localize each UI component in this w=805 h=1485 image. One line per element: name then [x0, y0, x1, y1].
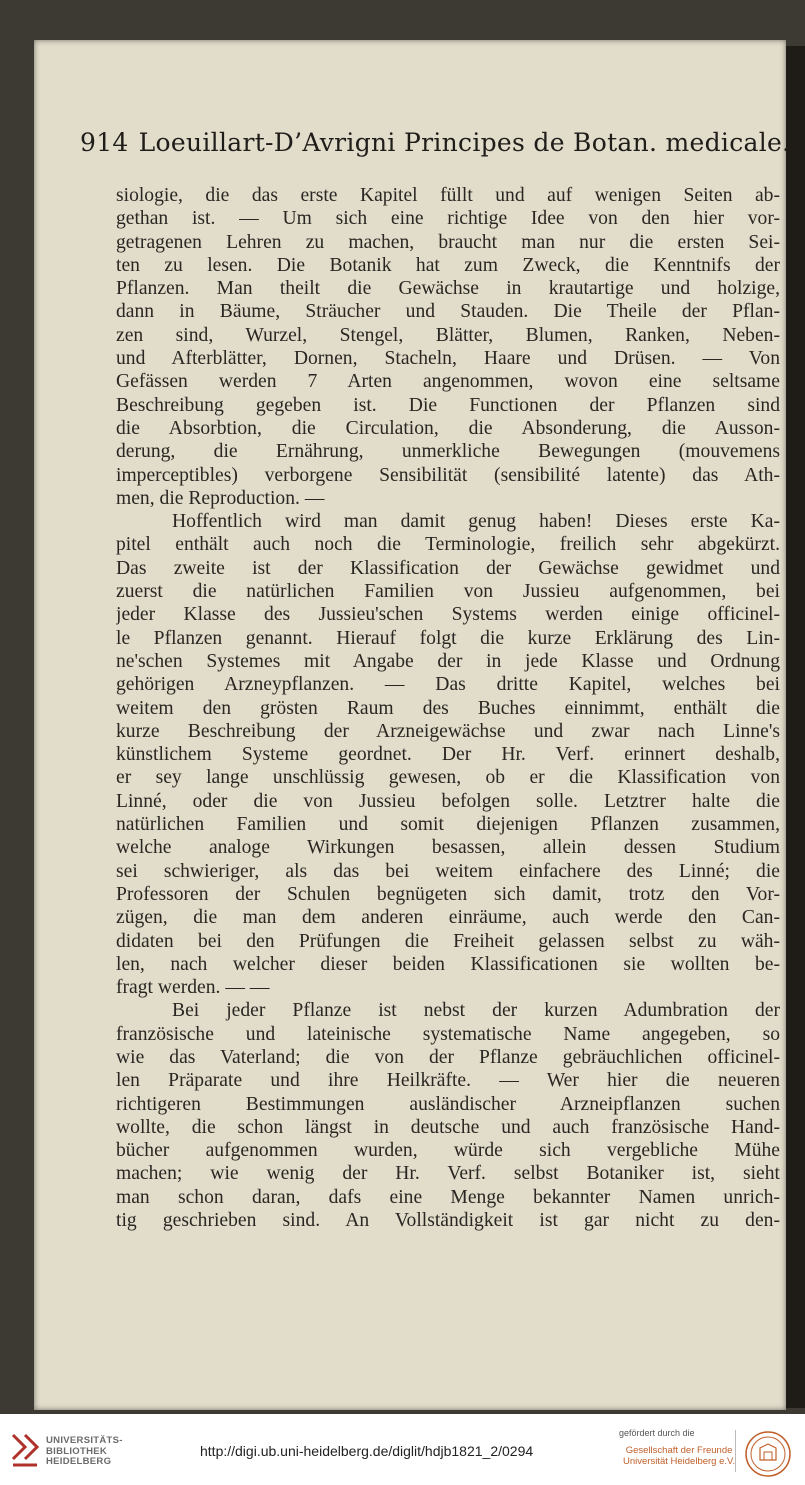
text-line: Pflanzen. Man theilt die Gewächse in krautartige und holzige,	[116, 278, 780, 300]
running-head-title: Loeuillart-D’Avrigni Principes de Botan. medicale.	[138, 128, 791, 157]
sponsor-name-line: Gesellschaft der Freunde	[625, 1445, 733, 1456]
body-text	[116, 184, 780, 1232]
text-line: wollte, die schon längst in deutsche und auch französische Hand-	[116, 1116, 780, 1138]
text-line: jeder Klasse des Jussieu'schen Systems werden einige officinel-	[116, 604, 780, 626]
text-line: ten zu lesen. Die Botanik hat zum Zweck, die Kenntnifs der	[116, 254, 780, 276]
text-line: men, die Reproduction. —	[116, 487, 325, 509]
text-line: zuerst die natürlichen Familien von Jussieu aufgenommen, bei	[116, 581, 780, 603]
text-line: bücher aufgenommen wurden, würde sich vergebliche Mühe	[116, 1140, 780, 1162]
text-line: weitem den grösten Raum des Buches einnimmt, enthält die	[116, 697, 780, 719]
text-line: le Pflanzen genannt. Hierauf folgt die kurze Erklärung des Lin-	[116, 627, 780, 649]
text-line: getragenen Lehren zu machen, braucht man nur die ersten Sei-	[116, 231, 780, 253]
text-line: er sey lange unschlüssig gewesen, ob er die Klassification von	[116, 767, 780, 789]
text-line: len, nach welcher dieser beiden Klassificationen sie wollten be-	[116, 953, 780, 975]
page-edge	[786, 46, 805, 1408]
text-line: dann in Bäume, Sträucher und Stauden. Die Theile der Pflan-	[116, 301, 780, 323]
page-number: 914	[80, 128, 129, 157]
library-name[interactable]	[46, 1436, 123, 1468]
text-line: imperceptibles) verborgene Sensibilität (sensibilité latente) das Ath-	[116, 464, 780, 486]
text-line: gehörigen Arzneypflanzen. — Das dritte Kapitel, welches bei	[116, 674, 780, 696]
text-line: pitel enthält auch noch die Terminologie, freilich sehr abgekürzt.	[116, 534, 780, 556]
text-line: ne'schen Systemes mit Angabe der in jede Klasse und Ordnung	[116, 650, 780, 672]
text-line: Gefässen werden 7 Arten angenommen, wovon eine seltsame	[116, 371, 780, 393]
library-name-line: UNIVERSITÄTS-	[46, 1435, 123, 1446]
text-line: Hoffentlich wird man damit genug haben! Dieses erste Ka-	[172, 511, 780, 533]
text-line: fragt werden. — —	[116, 977, 270, 999]
text-line: wie das Vaterland; die von der Pflanze gebräuchlichen officinel-	[116, 1046, 780, 1068]
footer-divider	[735, 1430, 736, 1472]
text-line: derung, die Ernährung, unmerkliche Bewegungen (mouvemens	[116, 441, 780, 463]
sponsor-name-line: Universität Heidelberg e.V.	[623, 1456, 736, 1467]
running-head	[80, 128, 791, 157]
text-line: Linné, oder die von Jussieu befolgen solle. Letztrer halte die	[116, 790, 780, 812]
library-name-line: BIBLIOTHEK	[46, 1445, 108, 1457]
text-line: didaten bei den Prüfungen die Freiheit gelassen selbst zu wäh-	[116, 930, 780, 952]
text-line: len Präparate und ihre Heilkräfte. — Wer hier die neueren	[116, 1070, 780, 1092]
library-logo-icon[interactable]	[10, 1432, 40, 1468]
sponsor-block[interactable]	[619, 1428, 736, 1467]
text-line: Professoren der Schulen begnügeten sich damit, trotz den Vor-	[116, 883, 780, 905]
text-line: die Absorbtion, die Circulation, die Absonderung, die Ausson-	[116, 417, 780, 439]
text-line: natürlichen Familien und somit diejenigen Pflanzen zusammen,	[116, 814, 780, 836]
text-line: siologie, die das erste Kapitel füllt und auf wenigen Seiten ab-	[116, 185, 780, 206]
text-line: gethan ist. — Um sich eine richtige Idee von den hier vor-	[116, 208, 780, 230]
text-line: man schon daran, dafs eine Menge bekannter Namen unrich-	[116, 1186, 780, 1208]
sponsor-label: gefördert durch die	[619, 1428, 695, 1438]
university-seal-icon[interactable]	[744, 1430, 792, 1478]
text-line: richtigeren Bestimmungen ausländischer Arzneipflanzen suchen	[116, 1093, 780, 1115]
text-line: französische und lateinische systematische Name angegeben, so	[116, 1023, 780, 1045]
text-line: und Afterblätter, Dornen, Stacheln, Haare und Drüsen. — Von	[116, 348, 780, 370]
text-line: welche analoge Wirkungen besassen, allein dessen Studium	[116, 837, 780, 859]
text-line: Beschreibung gegeben ist. Die Functionen der Pflanzen sind	[116, 394, 780, 416]
text-line: künstlichem Systeme geordnet. Der Hr. Verf. erinnert deshalb,	[116, 744, 780, 766]
text-line: kurze Beschreibung der Arzneigewächse und zwar nach Linne's	[116, 720, 780, 742]
library-name-line: HEIDELBERG	[46, 1456, 112, 1467]
text-line: tig geschrieben sind. An Vollständigkeit ist gar nicht zu den-	[116, 1210, 780, 1232]
text-line: sei schwieriger, als das bei weitem einfachere des Linné; die	[116, 860, 780, 882]
text-line: zen sind, Wurzel, Stengel, Blätter, Blumen, Ranken, Neben-	[116, 324, 780, 346]
text-line: Das zweite ist der Klassification der Gewächse gewidmet und	[116, 557, 780, 579]
text-line: zügen, die man dem anderen einräume, auch werde den Can-	[116, 907, 780, 929]
text-line: Bei jeder Pflanze ist nebst der kurzen Adumbration der	[172, 1000, 780, 1022]
text-line: machen; wie wenig der Hr. Verf. selbst Botaniker ist, sieht	[116, 1163, 780, 1185]
permalink-url[interactable]: http://digi.ub.uni-heidelberg.de/diglit/hdjb1821_2/0294	[200, 1443, 534, 1459]
